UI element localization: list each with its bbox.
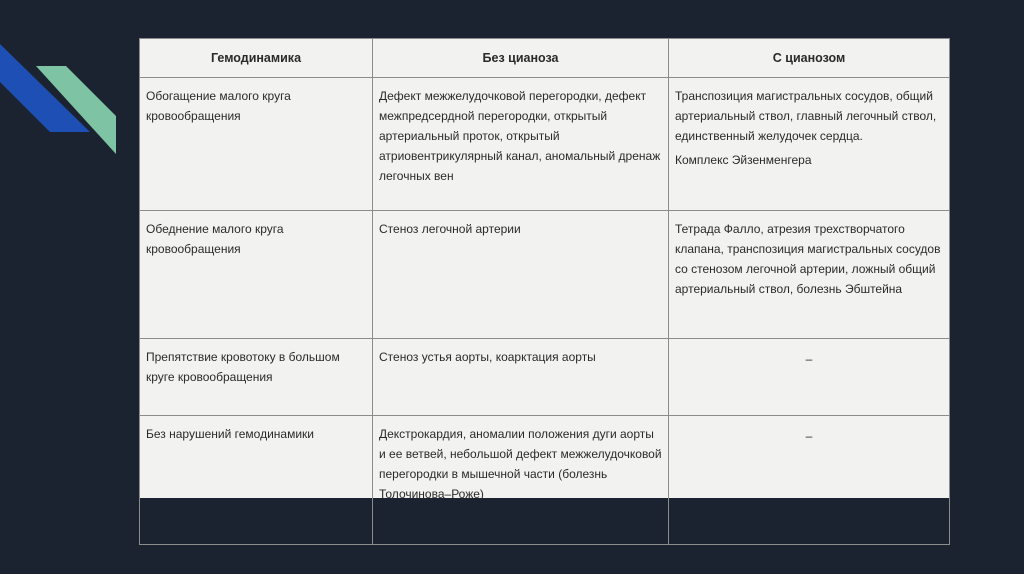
cell-hemodynamics: Препятствие кровотоку в большом круге кровообращения [140, 339, 373, 416]
cell-cyanosis: – [669, 416, 950, 545]
cell-no-cyanosis: Стеноз легочной артерии [373, 211, 669, 339]
diagonal-stripes-icon [0, 0, 130, 170]
header-cyanosis: С цианозом [669, 39, 950, 78]
table-row [140, 339, 950, 416]
table-row [140, 78, 950, 211]
table [139, 38, 950, 545]
cell-cyanosis: Тетрада Фалло, атрезия трехстворчатого клапана, транспозиция магистральных сосудов со стенозом легочной артерии, ложный общий артериальный ствол, болезнь Эбштейна [669, 211, 950, 339]
header-hemodynamics: Гемодинамика [140, 39, 373, 78]
cell-cyanosis [669, 78, 950, 211]
cell-hemodynamics: Обогащение малого круга кровообращения [140, 78, 373, 211]
cell-cyanosis-note: Комплекс Эйзенменгера [675, 153, 812, 167]
chd-classification-table [139, 38, 949, 501]
table-header-row [140, 39, 950, 78]
cell-hemodynamics: Обеднение малого круга кровообращения [140, 211, 373, 339]
cell-hemodynamics: Без нарушений гемодинамики [140, 416, 373, 545]
header-no-cyanosis: Без цианоза [373, 39, 669, 78]
cell-no-cyanosis: Дефект межжелудочковой перегородки, дефект межпредсердной перегородки, открытый артериальный проток, открытый атриовентрикулярный канал, аномальный дренаж легочных вен [373, 78, 669, 211]
cell-no-cyanosis: Стеноз устья аорты, коарктация аорты [373, 339, 669, 416]
cell-no-cyanosis: Декстрокардия, аномалии положения дуги аорты и ее ветвей, небольшой дефект межжелудочковой перегородки в мышечной части (болезнь Толочинова–Роже) [373, 416, 669, 545]
cell-cyanosis-text: Транспозиция магистральных сосудов, общий артериальный ствол, главный легочный ствол, единственный желудочек сердца. [675, 89, 937, 143]
table-row [140, 416, 950, 545]
table-row [140, 211, 950, 339]
cell-cyanosis: – [669, 339, 950, 416]
